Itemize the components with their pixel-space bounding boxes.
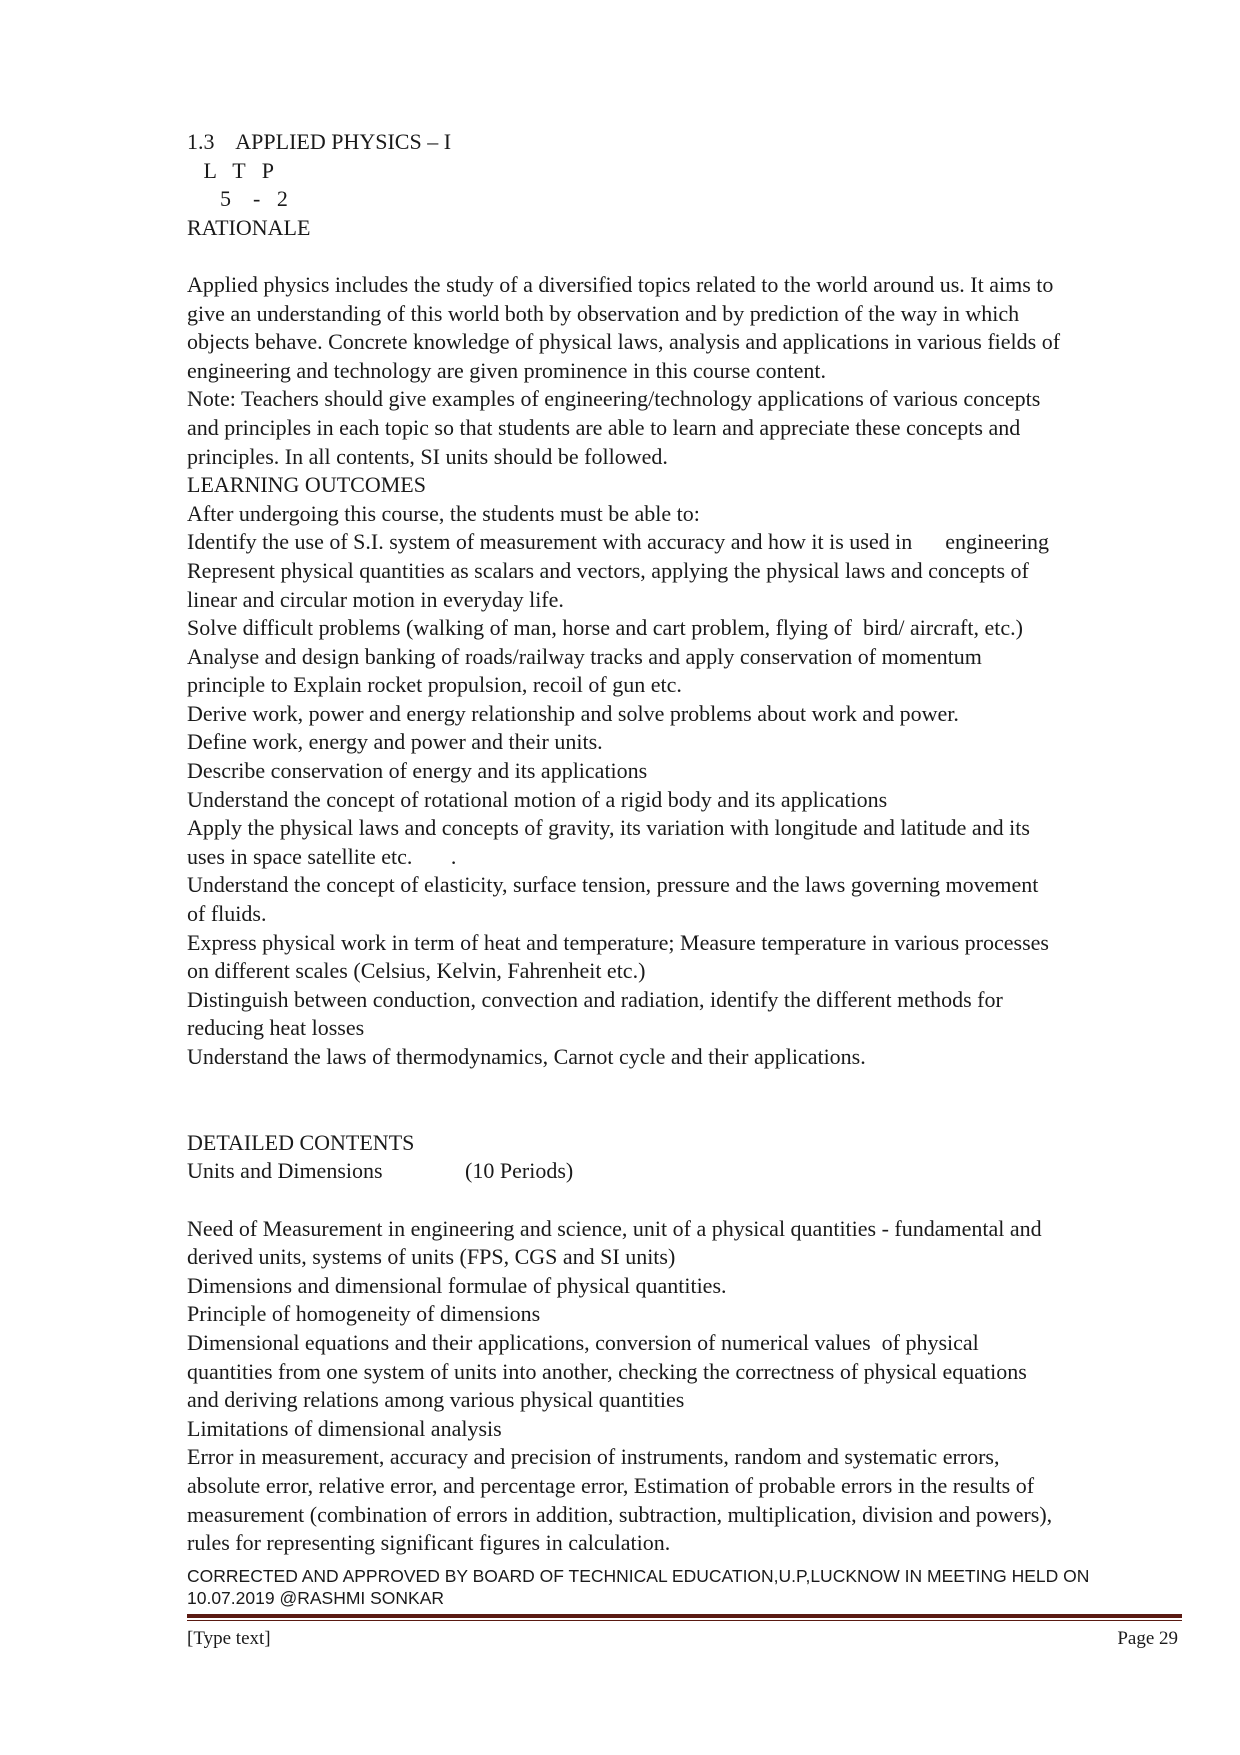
rationale-line: Applied physics includes the study of a diversified topics related to the world around us. It aims to bbox=[187, 271, 1054, 297]
page-number: Page 29 bbox=[1117, 1628, 1178, 1649]
approval-note-line: 10.07.2019 @RASHMI SONKAR bbox=[187, 1588, 445, 1608]
document-body bbox=[187, 128, 1187, 1558]
content-line: Limitations of dimensional analysis bbox=[187, 1415, 502, 1441]
ltp-values: 5 - 2 bbox=[187, 186, 288, 212]
outcome-line: Distinguish between conduction, convection and radiation, identify the different methods for bbox=[187, 986, 1003, 1012]
outcome-line: Understand the concept of rotational motion of a rigid body and its applications bbox=[187, 786, 888, 812]
outcome-line: Express physical work in term of heat and temperature; Measure temperature in various processes bbox=[187, 929, 1049, 955]
unit-contents bbox=[187, 1215, 1187, 1558]
outcome-line: Represent physical quantities as scalars and vectors, applying the physical laws and concepts of bbox=[187, 557, 1029, 583]
unit-title: Units and Dimensions (10 Periods) bbox=[187, 1158, 574, 1184]
course-title: 1.3 APPLIED PHYSICS – I bbox=[187, 129, 452, 154]
content-line: Dimensional equations and their applications, conversion of numerical values of physical bbox=[187, 1329, 979, 1355]
learning-outcomes-list bbox=[187, 500, 1187, 1072]
outcome-line: uses in space satellite etc. . bbox=[187, 843, 457, 869]
content-line: rules for representing significant figures in calculation. bbox=[187, 1530, 671, 1556]
outcome-line: of fluids. bbox=[187, 901, 267, 927]
detailed-contents-heading: DETAILED CONTENTS bbox=[187, 1129, 415, 1155]
content-line: Error in measurement, accuracy and precision of instruments, random and systematic errors, bbox=[187, 1444, 1000, 1470]
outcome-line: Understand the laws of thermodynamics, Carnot cycle and their applications. bbox=[187, 1044, 866, 1069]
outcome-line: linear and circular motion in everyday life. bbox=[187, 586, 564, 612]
content-line: Dimensions and dimensional formulae of physical quantities. bbox=[187, 1272, 727, 1298]
outcome-line: on different scales (Celsius, Kelvin, Fahrenheit etc.) bbox=[187, 958, 646, 984]
approval-note bbox=[187, 1565, 1187, 1609]
footer-placeholder-text: [Type text] bbox=[187, 1628, 271, 1649]
outcome-line: principle to Explain rocket propulsion, recoil of gun etc. bbox=[187, 672, 682, 698]
outcome-line: Solve difficult problems (walking of man, horse and cart problem, flying of bird/ aircraft, etc.) bbox=[187, 615, 1023, 641]
spacer bbox=[187, 1186, 1187, 1215]
rationale-note-line: Note: Teachers should give examples of engineering/technology applications of various concepts bbox=[187, 386, 1041, 412]
outcome-line: Identify the use of S.I. system of measurement with accuracy and how it is used in engineering bbox=[187, 529, 1050, 555]
outcome-line: Define work, energy and power and their units. bbox=[187, 729, 603, 755]
rationale-line: give an understanding of this world both by observation and by prediction of the way in which bbox=[187, 300, 1020, 326]
outcome-line: After undergoing this course, the students must be able to: bbox=[187, 500, 700, 526]
content-line: and deriving relations among various physical quantities bbox=[187, 1387, 685, 1413]
learning-outcomes-heading: LEARNING OUTCOMES bbox=[187, 472, 426, 498]
outcome-line: Describe conservation of energy and its applications bbox=[187, 758, 648, 784]
outcome-line: reducing heat losses bbox=[187, 1015, 365, 1041]
outcome-line: Understand the concept of elasticity, surface tension, pressure and the laws governing movement bbox=[187, 872, 1039, 898]
rationale-note-line: principles. In all contents, SI units should be followed. bbox=[187, 443, 668, 469]
rationale-line: objects behave. Concrete knowledge of physical laws, analysis and applications in various fields of bbox=[187, 329, 1061, 355]
rationale-note-line: and principles in each topic so that students are able to learn and appreciate these concepts and bbox=[187, 414, 1021, 440]
approval-note-line: CORRECTED AND APPROVED BY BOARD OF TECHNICAL EDUCATION,U.P,LUCKNOW IN MEETING HELD ON bbox=[187, 1566, 1090, 1586]
outcome-line: Derive work, power and energy relationship and solve problems about work and power. bbox=[187, 700, 959, 726]
content-line: measurement (combination of errors in addition, subtraction, multiplication, division and powers), bbox=[187, 1501, 1053, 1527]
spacer bbox=[187, 242, 1187, 271]
outcome-line: Apply the physical laws and concepts of gravity, its variation with longitude and latitude and its bbox=[187, 815, 1030, 841]
content-line: quantities from one system of units into another, checking the correctness of physical equations bbox=[187, 1358, 1027, 1384]
rationale-line: engineering and technology are given prominence in this course content. bbox=[187, 357, 827, 383]
rationale-heading: RATIONALE bbox=[187, 214, 311, 240]
spacer bbox=[187, 1072, 1187, 1129]
content-line: absolute error, relative error, and percentage error, Estimation of probable errors in the results of bbox=[187, 1472, 1035, 1498]
ltp-labels: L T P bbox=[187, 157, 275, 183]
rationale-text bbox=[187, 271, 1187, 471]
content-line: Need of Measurement in engineering and science, unit of a physical quantities - fundamental and bbox=[187, 1215, 1042, 1241]
content-line: Principle of homogeneity of dimensions bbox=[187, 1301, 541, 1327]
outcome-line: Analyse and design banking of roads/railway tracks and apply conservation of momentum bbox=[187, 643, 982, 669]
footer-divider-thick bbox=[187, 1614, 1182, 1618]
content-line: derived units, systems of units (FPS, CGS and SI units) bbox=[187, 1244, 676, 1270]
footer-divider-thin bbox=[187, 1620, 1182, 1621]
